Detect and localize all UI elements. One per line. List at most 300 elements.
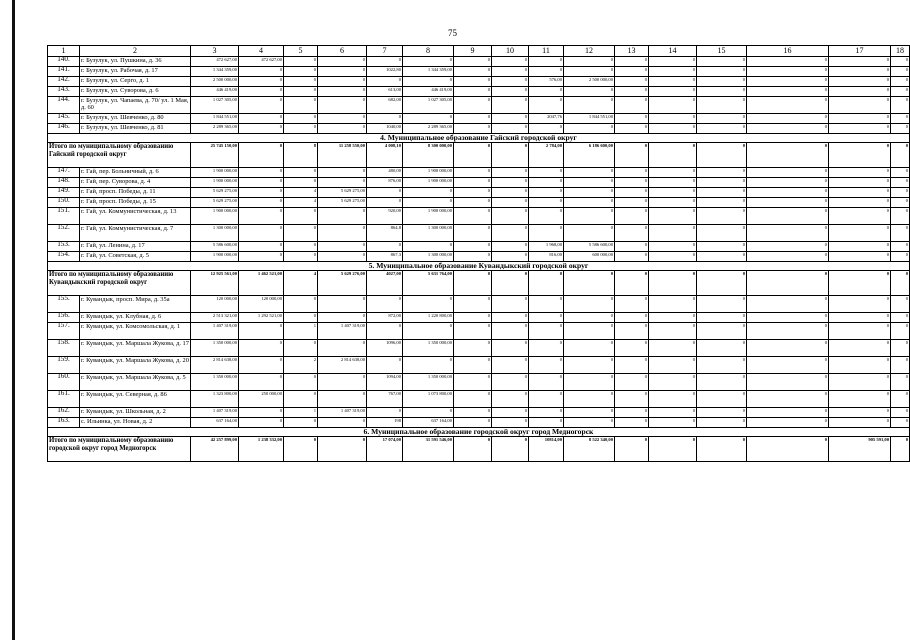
section-title: 6. Муниципальное образование городской округ город Медногорск xyxy=(48,428,910,437)
column-number-cell: 10 xyxy=(492,46,529,57)
value-cell: 0 xyxy=(697,57,747,67)
value-cell: 0 xyxy=(615,198,649,208)
value-cell: 0 xyxy=(492,87,529,97)
value-cell: 0 xyxy=(529,198,564,208)
address-cell: г. Гай, просп. Победы, д. 11 xyxy=(80,188,191,198)
column-number-cell: 16 xyxy=(747,46,829,57)
subtotal-row xyxy=(48,437,910,462)
value-cell: 0 xyxy=(829,114,891,124)
value-cell: 1 300 000,00 xyxy=(403,225,454,242)
value-cell: 0 xyxy=(239,242,284,252)
value-cell: 0 xyxy=(829,242,891,252)
value-cell: 0 xyxy=(492,408,529,418)
value-cell: 0 xyxy=(829,296,891,313)
value-cell: 0 xyxy=(891,313,910,323)
value-cell: 905 591,00 xyxy=(829,437,891,462)
value-cell: 0 xyxy=(239,340,284,357)
value-cell: 0 xyxy=(454,188,492,198)
value-cell: 0 xyxy=(747,437,829,462)
value-cell: 0 xyxy=(529,208,564,225)
value-cell: 0 xyxy=(492,198,529,208)
value-cell: 0 xyxy=(891,208,910,225)
value-cell: 1 300 000,00 xyxy=(403,252,454,262)
value-cell: 0 xyxy=(239,77,284,87)
value-cell: 0 xyxy=(615,271,649,296)
value-cell: 0 xyxy=(649,357,697,374)
value-cell: 0 xyxy=(747,374,829,391)
address-cell: г. Бузулук, ул. Шевченко, д. 81 xyxy=(80,124,191,134)
value-cell: 0 xyxy=(284,313,318,323)
value-cell: 0 xyxy=(318,252,367,262)
value-cell: 767,00 xyxy=(367,391,403,408)
value-cell: 2 500 000,00 xyxy=(564,77,615,87)
value-cell: 600 000,00 xyxy=(564,252,615,262)
value-cell: 0 xyxy=(318,97,367,114)
value-cell: 446 419,00 xyxy=(191,87,239,97)
address-cell: г. Бузулук, ул. Рабочая, д. 17 xyxy=(80,67,191,77)
value-cell: 0 xyxy=(649,437,697,462)
value-cell: 5 586 600,00 xyxy=(191,242,239,252)
value-cell: 576,00 xyxy=(529,77,564,87)
value-cell: 0 xyxy=(239,114,284,124)
value-cell: 0 xyxy=(454,124,492,134)
value-cell: 0 xyxy=(615,374,649,391)
value-cell: 8 522 340,00 xyxy=(564,437,615,462)
value-cell: 0 xyxy=(492,374,529,391)
table-row xyxy=(48,357,910,374)
value-cell: 0 xyxy=(747,67,829,77)
table-row xyxy=(48,208,910,225)
value-cell: 0 xyxy=(318,225,367,242)
value-cell: 0 xyxy=(454,418,492,428)
value-cell: 0 xyxy=(747,418,829,428)
value-cell: 0 xyxy=(239,208,284,225)
value-cell: 120 000,00 xyxy=(191,296,239,313)
value-cell: 0 xyxy=(239,357,284,374)
value-cell: 0 xyxy=(564,391,615,408)
value-cell: 0 xyxy=(284,114,318,124)
table-row xyxy=(48,323,910,340)
row-number: 140. xyxy=(48,57,80,67)
value-cell: 0 xyxy=(649,57,697,67)
value-cell: 0 xyxy=(747,391,829,408)
value-cell: 0 xyxy=(454,143,492,168)
value-cell: 0 xyxy=(649,198,697,208)
value-cell: 4 xyxy=(284,188,318,198)
value-cell: 1 292 521,00 xyxy=(239,313,284,323)
value-cell: 1 323 800,00 xyxy=(191,391,239,408)
value-cell: 0 xyxy=(697,124,747,134)
value-cell: 0 xyxy=(239,178,284,188)
value-cell: 1 407 319,00 xyxy=(191,323,239,340)
column-number-cell: 4 xyxy=(239,46,284,57)
value-cell: 0 xyxy=(829,97,891,114)
address-cell: г. Кувандык, ул. Северная, д. 86 xyxy=(80,391,191,408)
value-cell: 0 xyxy=(529,188,564,198)
value-cell: 0 xyxy=(697,97,747,114)
value-cell: 0 xyxy=(649,188,697,198)
value-cell: 0 xyxy=(454,77,492,87)
value-cell: 0 xyxy=(615,323,649,340)
value-cell: 1094,00 xyxy=(367,374,403,391)
subtotal-label: Итого по муниципальному образованию Кувандыкский городской округ xyxy=(48,271,191,296)
value-cell: 0 xyxy=(829,124,891,134)
value-cell: 0 xyxy=(747,357,829,374)
value-cell: 0 xyxy=(529,408,564,418)
row-number: 141. xyxy=(48,67,80,77)
table-row xyxy=(48,252,910,262)
value-cell: 0 xyxy=(492,242,529,252)
value-cell: 0 xyxy=(697,357,747,374)
value-cell: 0 xyxy=(649,114,697,124)
value-cell: 0 xyxy=(529,357,564,374)
value-cell: 5 629 275,00 xyxy=(191,188,239,198)
value-cell: 0 xyxy=(318,340,367,357)
value-cell: 0 xyxy=(454,271,492,296)
value-cell: 0 xyxy=(697,418,747,428)
value-cell: 0 xyxy=(747,97,829,114)
value-cell: 0 xyxy=(829,87,891,97)
value-cell: 1 344 359,00 xyxy=(403,67,454,77)
value-cell: 0 xyxy=(403,114,454,124)
table-row xyxy=(48,198,910,208)
value-cell: 0 xyxy=(747,124,829,134)
value-cell: 0 xyxy=(649,124,697,134)
value-cell: 0 xyxy=(529,391,564,408)
value-cell: 0 xyxy=(829,313,891,323)
value-cell: 0 xyxy=(454,323,492,340)
value-cell: 0 xyxy=(891,437,910,462)
value-cell: 0 xyxy=(564,323,615,340)
value-cell: 1 407 319,00 xyxy=(191,408,239,418)
value-cell: 0 xyxy=(318,296,367,313)
value-cell: 2 500 000,00 xyxy=(191,77,239,87)
value-cell: 0 xyxy=(239,225,284,242)
value-cell: 0 xyxy=(747,408,829,418)
value-cell: 0 xyxy=(367,357,403,374)
value-cell: 1 844 551,00 xyxy=(564,114,615,124)
value-cell: 0 xyxy=(697,271,747,296)
value-cell: 0 xyxy=(747,313,829,323)
address-cell: г. Кувандык, ул. Маршала Жукова, д. 17 xyxy=(80,340,191,357)
value-cell: 0 xyxy=(697,178,747,188)
value-cell: 0 xyxy=(318,168,367,178)
value-cell: 1 238 332,00 xyxy=(239,437,284,462)
value-cell: 0 xyxy=(492,114,529,124)
value-cell: 0 xyxy=(318,391,367,408)
column-number-cell: 8 xyxy=(403,46,454,57)
value-cell: 5 631 764,00 xyxy=(403,271,454,296)
value-cell: 0 xyxy=(649,168,697,178)
value-cell: 0 xyxy=(454,296,492,313)
table-row xyxy=(48,124,910,134)
column-number-cell: 13 xyxy=(615,46,649,57)
value-cell: 0 xyxy=(649,77,697,87)
value-cell: 12 925 561,00 xyxy=(191,271,239,296)
value-cell: 0 xyxy=(829,208,891,225)
value-cell: 0 xyxy=(697,374,747,391)
address-cell: г. Кувандык, ул. Школьная, д. 2 xyxy=(80,408,191,418)
address-cell: г. Гай, просп. Победы, д. 15 xyxy=(80,198,191,208)
value-cell: 0 xyxy=(747,188,829,198)
value-cell: 0 xyxy=(492,437,529,462)
value-cell: 0 xyxy=(454,208,492,225)
value-cell: 867,3 xyxy=(367,252,403,262)
value-cell: 0 xyxy=(891,97,910,114)
value-cell: 0 xyxy=(891,67,910,77)
table-row xyxy=(48,313,910,323)
subtotal-row xyxy=(48,143,910,168)
value-cell: 0 xyxy=(615,225,649,242)
value-cell: 0 xyxy=(564,271,615,296)
value-cell: 637 164,00 xyxy=(403,418,454,428)
value-cell: 0 xyxy=(615,114,649,124)
value-cell: 0 xyxy=(492,57,529,67)
table-row xyxy=(48,242,910,252)
column-number-cell: 11 xyxy=(529,46,564,57)
value-cell: 1 073 800,00 xyxy=(403,391,454,408)
row-number: 150. xyxy=(48,198,80,208)
value-cell: 0 xyxy=(239,198,284,208)
value-cell: 0 xyxy=(615,437,649,462)
table-row xyxy=(48,77,910,87)
value-cell: 0 xyxy=(891,418,910,428)
value-cell: 0 xyxy=(318,124,367,134)
value-cell: 0 xyxy=(564,313,615,323)
value-cell: 250 000,00 xyxy=(239,391,284,408)
address-cell: г. Кувандык, ул. Маршала Жукова, д. 20 xyxy=(80,357,191,374)
value-cell: 0 xyxy=(403,77,454,87)
table-row xyxy=(48,418,910,428)
table-row xyxy=(48,114,910,124)
value-cell: 0 xyxy=(564,408,615,418)
value-cell: 0 xyxy=(403,323,454,340)
value-cell: 1 350 000,00 xyxy=(191,374,239,391)
value-cell: 0 xyxy=(615,188,649,198)
value-cell: 0 xyxy=(564,208,615,225)
value-cell: 0 xyxy=(697,143,747,168)
value-cell: 0 xyxy=(747,252,829,262)
value-cell: 0 xyxy=(564,225,615,242)
row-number: 146. xyxy=(48,124,80,134)
value-cell: 0 xyxy=(529,418,564,428)
value-cell: 5 629 275,00 xyxy=(318,188,367,198)
value-cell: 0 xyxy=(284,57,318,67)
row-number: 161. xyxy=(48,391,80,408)
value-cell: 2 289 365,00 xyxy=(403,124,454,134)
value-cell: 0 xyxy=(829,168,891,178)
value-cell: 0 xyxy=(529,323,564,340)
section-header-row xyxy=(48,262,910,271)
value-cell: 0 xyxy=(649,97,697,114)
row-number: 147. xyxy=(48,168,80,178)
value-cell: 0 xyxy=(649,225,697,242)
value-cell: 0 xyxy=(891,188,910,198)
value-cell: 0 xyxy=(891,271,910,296)
value-cell: 0 xyxy=(492,252,529,262)
row-number: 155. xyxy=(48,296,80,313)
row-number: 144. xyxy=(48,97,80,114)
value-cell: 1 407 319,00 xyxy=(318,408,367,418)
subtotal-label: Итого по муниципальному образованию Гайский городской округ xyxy=(48,143,191,168)
value-cell: 0 xyxy=(454,391,492,408)
value-cell: 0 xyxy=(891,198,910,208)
address-cell: г. Кувандык, ул. Клубная, д. 6 xyxy=(80,313,191,323)
value-cell: 0 xyxy=(697,198,747,208)
value-cell: 0 xyxy=(239,67,284,77)
value-cell: 0 xyxy=(529,374,564,391)
value-cell: 0 xyxy=(697,391,747,408)
row-number: 157. xyxy=(48,323,80,340)
value-cell: 0 xyxy=(284,296,318,313)
value-cell: 0 xyxy=(454,340,492,357)
value-cell: 0 xyxy=(615,408,649,418)
value-cell: 0 xyxy=(529,87,564,97)
value-cell: 0 xyxy=(747,296,829,313)
value-cell: 0 xyxy=(284,418,318,428)
value-cell: 0 xyxy=(564,57,615,67)
value-cell: 0 xyxy=(284,178,318,188)
value-cell: 0 xyxy=(564,87,615,97)
scan-edge xyxy=(12,0,15,640)
value-cell: 0 xyxy=(318,437,367,462)
value-cell: 0 xyxy=(615,57,649,67)
value-cell: 1 xyxy=(284,323,318,340)
value-cell: 0 xyxy=(529,97,564,114)
address-cell: г. Кувандык, ул. Комсомольская, д. 1 xyxy=(80,323,191,340)
value-cell: 0 xyxy=(829,357,891,374)
value-cell: 0 xyxy=(239,418,284,428)
address-cell: г. Гай, ул. Ленина, д. 17 xyxy=(80,242,191,252)
value-cell: 0 xyxy=(615,418,649,428)
value-cell: 0 xyxy=(318,57,367,67)
value-cell: 0 xyxy=(829,67,891,77)
value-cell: 0 xyxy=(829,408,891,418)
row-number: 160. xyxy=(48,374,80,391)
column-number-row xyxy=(48,46,910,57)
row-number: 149. xyxy=(48,188,80,198)
value-cell: 0 xyxy=(492,418,529,428)
address-cell: г. Бузулук, ул. Суворова, д. 6 xyxy=(80,87,191,97)
value-cell: 0 xyxy=(318,77,367,87)
value-cell: 0 xyxy=(747,114,829,124)
value-cell: 0 xyxy=(284,391,318,408)
value-cell: 0 xyxy=(697,188,747,198)
value-cell: 0 xyxy=(891,168,910,178)
value-cell: 0 xyxy=(454,437,492,462)
value-cell: 0 xyxy=(318,87,367,97)
column-number-cell: 7 xyxy=(367,46,403,57)
row-number: 148. xyxy=(48,178,80,188)
value-cell: 0 xyxy=(284,168,318,178)
value-cell: 0 xyxy=(239,143,284,168)
value-cell: 0 xyxy=(492,313,529,323)
value-cell: 5 629 275,00 xyxy=(318,198,367,208)
value-cell: 0 xyxy=(747,198,829,208)
row-number: 142. xyxy=(48,77,80,87)
value-cell: 0 xyxy=(615,124,649,134)
value-cell: 0 xyxy=(454,374,492,391)
value-cell: 2 814 638,00 xyxy=(318,357,367,374)
value-cell: 0 xyxy=(318,374,367,391)
row-number: 163. xyxy=(48,418,80,428)
value-cell: 0 xyxy=(615,242,649,252)
value-cell: 0 xyxy=(747,340,829,357)
value-cell: 0 xyxy=(649,252,697,262)
value-cell: 0 xyxy=(829,225,891,242)
value-cell: 0 xyxy=(367,188,403,198)
row-number: 154. xyxy=(48,252,80,262)
value-cell: 0 xyxy=(829,198,891,208)
value-cell: 0 xyxy=(697,437,747,462)
value-cell: 1 350 000,00 xyxy=(403,340,454,357)
column-number-cell: 12 xyxy=(564,46,615,57)
value-cell: 0 xyxy=(564,340,615,357)
table-row xyxy=(48,296,910,313)
value-cell: 0 xyxy=(492,67,529,77)
value-cell: 0 xyxy=(829,188,891,198)
value-cell: 0 xyxy=(492,357,529,374)
value-cell: 0 xyxy=(829,418,891,428)
value-cell: 613,00 xyxy=(367,87,403,97)
table-row xyxy=(48,188,910,198)
value-cell: 1 027 305,00 xyxy=(191,97,239,114)
value-cell: 0 xyxy=(649,143,697,168)
value-cell: 0 xyxy=(239,323,284,340)
value-cell: 0 xyxy=(615,391,649,408)
value-cell: 0 xyxy=(891,87,910,97)
value-cell: 1 350 000,00 xyxy=(403,374,454,391)
column-number-cell: 2 xyxy=(80,46,191,57)
value-cell: 1 350 000,00 xyxy=(191,340,239,357)
value-cell: 0 xyxy=(529,340,564,357)
value-cell: 0 xyxy=(697,67,747,77)
value-cell: 0 xyxy=(615,87,649,97)
value-cell: 0 xyxy=(529,225,564,242)
column-number-cell: 6 xyxy=(318,46,367,57)
value-cell: 0 xyxy=(891,340,910,357)
value-cell: 0 xyxy=(367,408,403,418)
value-cell: 17 074,00 xyxy=(367,437,403,462)
value-cell: 1096,00 xyxy=(367,340,403,357)
value-cell: 5 586 600,00 xyxy=(564,242,615,252)
address-cell: с. Ильинка, ул. Новая, д. 2 xyxy=(80,418,191,428)
value-cell: 0 xyxy=(697,168,747,178)
value-cell: 0 xyxy=(492,208,529,225)
value-cell: 1 900 000,00 xyxy=(191,168,239,178)
page-number: 75 xyxy=(448,28,457,38)
value-cell: 0 xyxy=(615,357,649,374)
table-row xyxy=(48,408,910,418)
value-cell: 0 xyxy=(564,168,615,178)
value-cell: 0 xyxy=(318,67,367,77)
value-cell: 8 xyxy=(284,143,318,168)
column-number-cell: 5 xyxy=(284,46,318,57)
row-number: 145. xyxy=(48,114,80,124)
column-number-cell: 18 xyxy=(891,46,910,57)
value-cell: 2 784,00 xyxy=(529,143,564,168)
value-cell: 1 220 800,00 xyxy=(403,313,454,323)
value-cell: 0 xyxy=(403,408,454,418)
value-cell: 0 xyxy=(403,357,454,374)
value-cell: 0 xyxy=(891,323,910,340)
value-cell: 1040,00 xyxy=(367,124,403,134)
value-cell: 0 xyxy=(891,77,910,87)
value-cell: 0 xyxy=(649,340,697,357)
value-cell: 0 xyxy=(649,208,697,225)
value-cell: 0 xyxy=(615,168,649,178)
value-cell: 0 xyxy=(649,296,697,313)
